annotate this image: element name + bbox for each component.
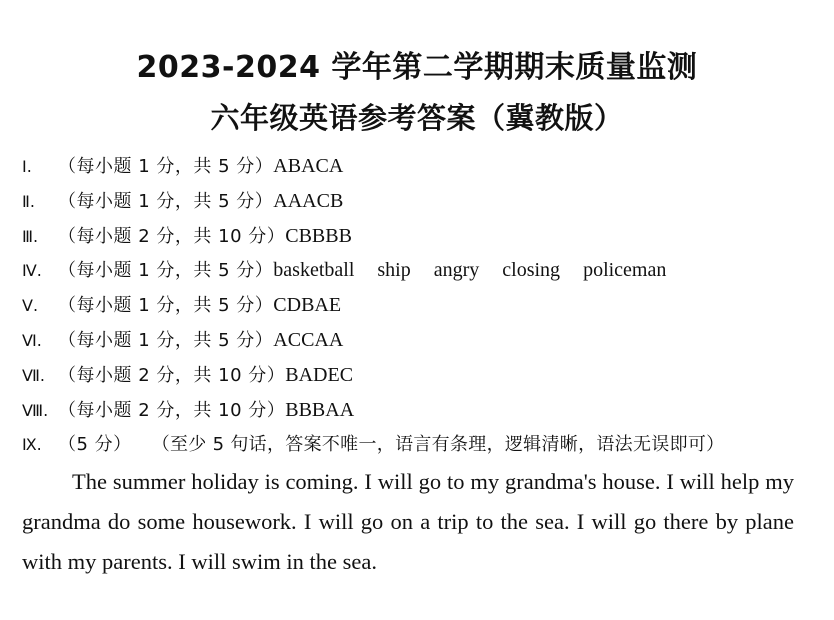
item-number: Ⅴ. [22,296,39,316]
answer-item-2 [22,187,822,222]
sample-essay: The summer holiday is coming. I will go to my grandma's house. I will help my grandma do some housework. I will go on a trip to the sea. I will go there by plane with my parents. I will swim in the sea. [22,469,794,574]
page-subtitle: 六年级英语参考答案（冀教版） [210,101,624,135]
item-score: （5 分） [58,434,132,456]
item-answer: CDBAE [273,294,342,317]
answer-item-5 [22,291,822,326]
item-number: Ⅳ. [22,261,42,281]
answer-item-3 [22,222,822,257]
item-number: Ⅸ. [22,435,42,455]
item-score: （每小题 1 分，共 5 分） [58,295,274,317]
answer-item-7 [22,361,822,396]
item-score: （每小题 2 分，共 10 分） [58,399,286,421]
item-score: （每小题 1 分，共 5 分） [58,156,274,177]
item-score: （每小题 1 分，共 5 分） [58,329,274,351]
item-answer-words [273,259,684,282]
answer-item-8 [22,396,822,431]
item-number: Ⅲ. [22,226,39,246]
answer-word: ship [377,259,411,282]
item-answer: CBBBB [285,224,352,247]
answer-item-4 [22,256,822,291]
item-score: （每小题 1 分，共 5 分） [58,260,274,282]
item-number: Ⅱ. [22,191,35,211]
answer-word: basketball [273,259,355,282]
page-title: 2023-2024 学年第二学期期末质量监测 [136,50,698,85]
item-score: （每小题 2 分，共 10 分） [58,225,286,247]
answer-item-1 [22,152,822,187]
item-score: （每小题 2 分，共 10 分） [58,364,286,386]
item-answer: ACCAA [273,328,344,351]
item-number: Ⅷ. [22,400,49,420]
item-answer: ABACA [273,155,344,177]
answer-word: policeman [583,259,667,282]
answer-item-6 [22,326,822,361]
item-note: （至少 5 句话，答案不唯一，语言有条理，逻辑清晰，语法无误即可） [151,434,725,456]
item-number: Ⅶ. [22,365,45,385]
item-number: Ⅵ. [22,330,42,350]
item-answer: BADEC [285,363,354,386]
answer-list [22,152,822,465]
item-number: Ⅰ. [22,157,32,176]
answer-item-9 [22,430,822,465]
answer-word: closing [502,259,561,282]
item-score: （每小题 1 分，共 5 分） [58,190,274,212]
answer-word: angry [433,259,480,282]
item-answer: BBBAA [285,398,355,421]
item-answer: AAACB [273,189,344,212]
